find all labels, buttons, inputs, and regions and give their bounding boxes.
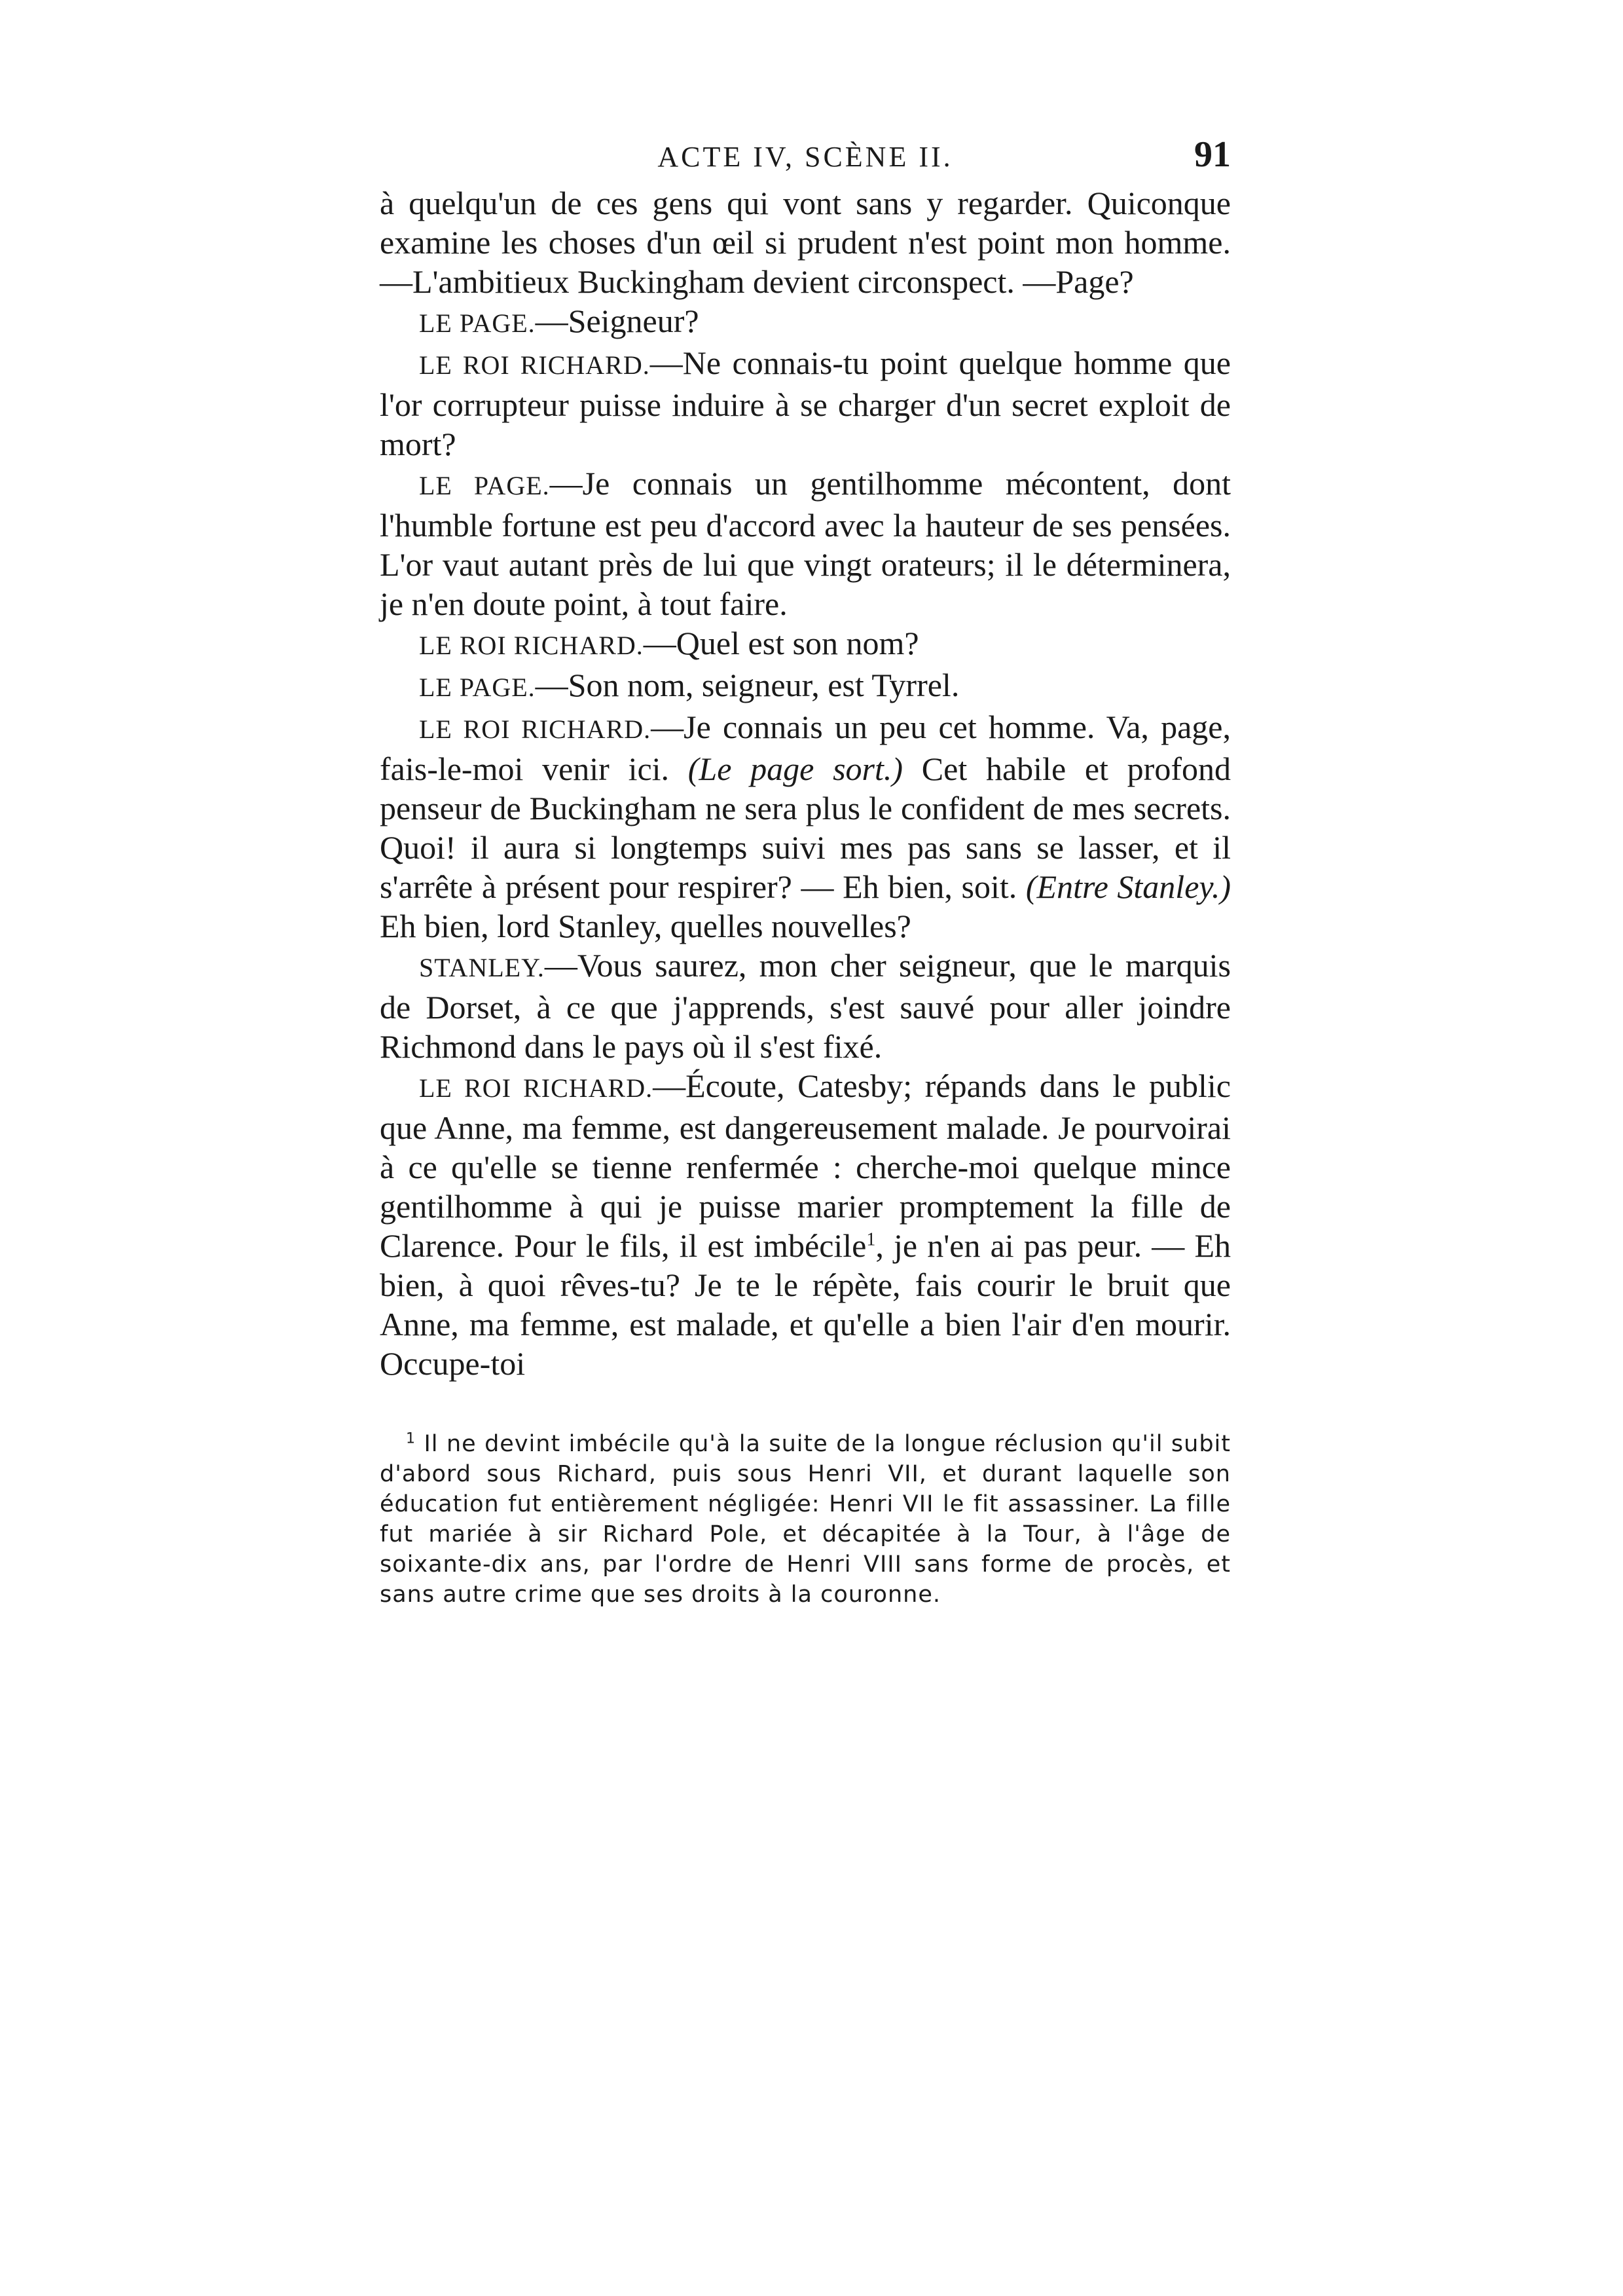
speaker-name: LE PAGE. bbox=[419, 471, 550, 500]
dialogue-paragraph bbox=[380, 464, 1231, 623]
page-header bbox=[380, 131, 1231, 183]
page-number: 91 bbox=[1194, 134, 1231, 175]
footnote-separator bbox=[380, 1383, 1231, 1429]
book-page bbox=[380, 131, 1231, 1610]
speaker-name: LE ROI RICHARD. bbox=[419, 714, 651, 744]
dialogue-paragraph bbox=[380, 343, 1231, 464]
dialogue-text: —Ne connais-tu point quelque homme que l'or corrupteur puisse induire à se charger d'un secret exploit de mort? bbox=[380, 344, 1231, 462]
footnote-text: Il ne devint imbécile qu'à la suite de la longue réclusion qu'il subit d'abord sous Richard, puis sous Henri VII, et durant laquelle son éducation fut entièrement négligée: Henri VII le fit assassiner. La fille fut mariée à sir Richard Pole, et décapitée à la Tour, à l'âge de soixante-dix ans, par l'ordre de Henri VIII sans forme de procès, et sans autre crime que ses droits à la couronne. bbox=[380, 1431, 1231, 1608]
dialogue-text: Cet habile et profond penseur de Buckingham ne sera plus le confident de mes secrets. Quoi! il aura si longtemps suivi mes pas sans se lasser, et il s'arrête à présent pour respirer? — Eh bien, soit. bbox=[380, 750, 1231, 905]
stage-direction: (Le page sort.) bbox=[687, 750, 903, 787]
stage-direction: (Entre Stanley.) bbox=[1025, 868, 1231, 905]
speaker-name: LE ROI RICHARD. bbox=[419, 1073, 653, 1103]
dialogue-paragraph bbox=[380, 301, 1231, 343]
footnote-marker: 1 bbox=[406, 1430, 416, 1447]
dialogue-paragraph bbox=[380, 1066, 1231, 1383]
dialogue-text: —Je connais un gentilhomme mécontent, dont l'humble fortune est peu d'accord avec la hauteur de ses pensées. L'or vaut autant près de lui que vingt orateurs; il le déterminera, je n'en doute point, à tout faire. bbox=[380, 465, 1231, 622]
paragraph-text: à quelqu'un de ces gens qui vont sans y regarder. Quiconque examine les choses d'un œil si prudent n'est point mon homme.—L'ambitieux Buckingham devient circonspect. —Page? bbox=[380, 185, 1231, 300]
speaker-name: LE ROI RICHARD. bbox=[419, 350, 650, 380]
running-title: ACTE IV, SCÈNE II. bbox=[657, 141, 953, 173]
footnote bbox=[380, 1429, 1231, 1610]
dialogue-text: —Écoute, Catesby; répands dans le public que Anne, ma femme, est dangereusement malade. Je pourvoirai à ce qu'elle se tienne renfermée : cherche-moi quelque mince gentilhomme à qui je puisse marier promptement la fille de Clarence. Pour le fils, il est imbécile bbox=[380, 1067, 1231, 1264]
speaker-name: LE PAGE. bbox=[419, 673, 536, 702]
footnote-reference: 1 bbox=[866, 1229, 876, 1250]
dialogue-text: —Son nom, seigneur, est Tyrrel. bbox=[535, 667, 960, 703]
dialogue-text: , je n'en ai pas peur. — Eh bien, à quoi rêves-tu? Je te le répète, fais courir le bruit que Anne, ma femme, est malade, et qu'elle a bien l'air d'en mourir. Occupe-toi bbox=[380, 1227, 1231, 1382]
speaker-name: LE PAGE. bbox=[419, 308, 536, 338]
dialogue-paragraph bbox=[380, 623, 1231, 665]
dialogue-text: —Seigneur? bbox=[535, 303, 699, 339]
dialogue-paragraph bbox=[380, 946, 1231, 1066]
paragraph bbox=[380, 183, 1231, 301]
dialogue-paragraph bbox=[380, 707, 1231, 946]
dialogue-text: —Quel est son nom? bbox=[643, 625, 919, 661]
speaker-name: STANLEY. bbox=[419, 953, 545, 982]
dialogue-paragraph bbox=[380, 665, 1231, 707]
dialogue-text: —Je connais un peu cet homme. Va, page, fais-le-moi venir ici. bbox=[380, 709, 1231, 787]
dialogue-text: Eh bien, lord Stanley, quelles nouvelles? bbox=[380, 908, 911, 944]
speaker-name: LE ROI RICHARD. bbox=[419, 631, 644, 660]
dialogue-text: —Vous saurez, mon cher seigneur, que le marquis de Dorset, à ce que j'apprends, s'est sauvé pour aller joindre Richmond dans le pays où il s'est fixé. bbox=[380, 947, 1231, 1065]
body-text bbox=[380, 183, 1231, 1383]
